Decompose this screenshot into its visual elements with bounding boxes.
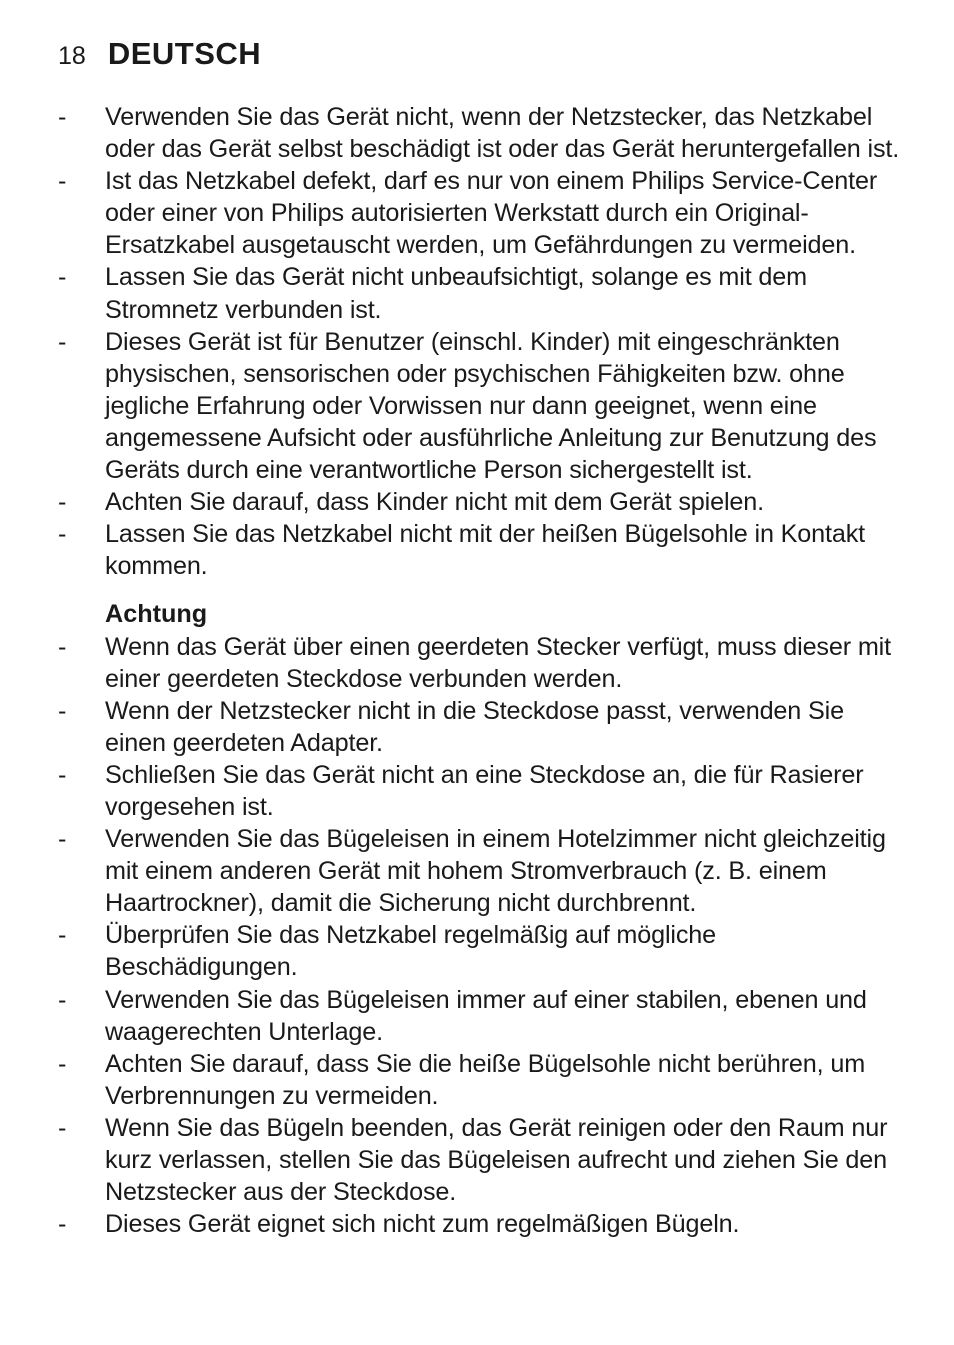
bullet-dash: - <box>58 1210 67 1239</box>
bullet-dash: - <box>58 263 67 292</box>
bullet-dash: - <box>58 488 67 517</box>
list-item <box>56 326 906 486</box>
list-item <box>56 984 906 1048</box>
list-item <box>56 486 906 518</box>
safety-list <box>56 101 906 582</box>
bullet-dash: - <box>58 103 67 131</box>
bullet-dash: - <box>58 825 67 854</box>
list-item-text: Lassen Sie das Netzkabel nicht mit der heißen Bügelsohle in Kontakt kommen. <box>105 520 866 581</box>
list-item-text: Verwenden Sie das Bügeleisen immer auf einer stabilen, ebenen und waagerechten Unterlage. <box>105 985 867 1046</box>
bullet-dash: - <box>58 520 67 549</box>
list-item <box>56 823 906 919</box>
list-item-text: Verwenden Sie das Bügeleisen in einem Hotelzimmer nicht gleichzeitig mit einem anderen Gerät mit hohem Stromverbrauch (z. B. einem Haartrockner), damit die Sicherung nicht durchbrennt. <box>105 825 886 918</box>
bullet-dash: - <box>58 760 67 789</box>
list-item <box>56 1112 906 1208</box>
bullet-dash: - <box>58 985 67 1014</box>
list-item-text: Ist das Netzkabel defekt, darf es nur von einem Philips Service-Center oder einer von Philips autorisierten Werkstatt durch ein Original-Ersatzkabel ausgetauscht werden, um Gefährdungen zu vermeiden. <box>105 167 878 260</box>
bullet-dash: - <box>58 327 67 356</box>
list-item <box>56 919 906 983</box>
list-item <box>56 1208 906 1240</box>
list-item <box>56 261 906 325</box>
caution-list <box>56 631 906 1241</box>
list-item-text: Lassen Sie das Gerät nicht unbeaufsichtigt, solange es mit dem Stromnetz verbunden ist. <box>105 263 807 324</box>
bullet-dash: - <box>58 167 67 196</box>
caution-heading: Achtung <box>105 600 208 629</box>
list-item-text: Dieses Gerät ist für Benutzer (einschl. Kinder) mit eingeschränkten physischen, sensorischen oder psychischen Fähigkeiten bzw. ohne jegliche Erfahrung oder Vorwissen nur dann geeignet, wenn eine angemessene Aufsicht oder ausführliche Anleitung zur Benutzung des Geräts durch eine verantwortliche Person sichergestellt ist. <box>105 327 877 485</box>
list-item <box>56 165 906 261</box>
list-item-text: Wenn der Netzstecker nicht in die Steckdose passt, verwenden Sie einen geerdeten Adapter. <box>105 696 844 757</box>
list-item <box>56 101 906 165</box>
bullet-dash: - <box>58 1049 67 1078</box>
list-item-text: Verwenden Sie das Gerät nicht, wenn der Netzstecker, das Netzkabel oder das Gerät selbst beschädigt ist oder das Gerät heruntergefallen ist. <box>105 103 900 164</box>
list-item-text: Achten Sie darauf, dass Kinder nicht mit dem Gerät spielen. <box>105 488 764 517</box>
list-item <box>56 1048 906 1112</box>
bullet-dash: - <box>58 921 67 950</box>
page-number: 18 <box>58 42 86 70</box>
bullet-dash: - <box>58 696 67 725</box>
list-item <box>56 518 906 582</box>
bullet-dash: - <box>58 1113 67 1142</box>
document-body <box>56 101 906 1240</box>
page-header <box>58 36 261 72</box>
list-item-text: Wenn Sie das Bügeln beenden, das Gerät reinigen oder den Raum nur kurz verlassen, stellen Sie das Bügeleisen aufrecht und ziehen Sie den Netzstecker aus der Steckdose. <box>105 1113 888 1207</box>
section-title: DEUTSCH <box>107 36 262 71</box>
list-item-text: Schließen Sie das Gerät nicht an eine Steckdose an, die für Rasierer vorgesehen ist. <box>105 760 864 821</box>
list-item <box>56 759 906 823</box>
list-item-text: Überprüfen Sie das Netzkabel regelmäßig auf mögliche Beschädigungen. <box>105 921 717 982</box>
list-item-text: Wenn das Gerät über einen geerdeten Stecker verfügt, muss dieser mit einer geerdeten Steckdose verbunden werden. <box>105 632 891 693</box>
list-item-text: Achten Sie darauf, dass Sie die heiße Bügelsohle nicht berühren, um Verbrennungen zu vermeiden. <box>105 1049 866 1110</box>
list-item <box>56 631 906 695</box>
list-item-text: Dieses Gerät eignet sich nicht zum regelmäßigen Bügeln. <box>105 1210 740 1239</box>
list-item <box>56 695 906 759</box>
bullet-dash: - <box>58 632 67 661</box>
